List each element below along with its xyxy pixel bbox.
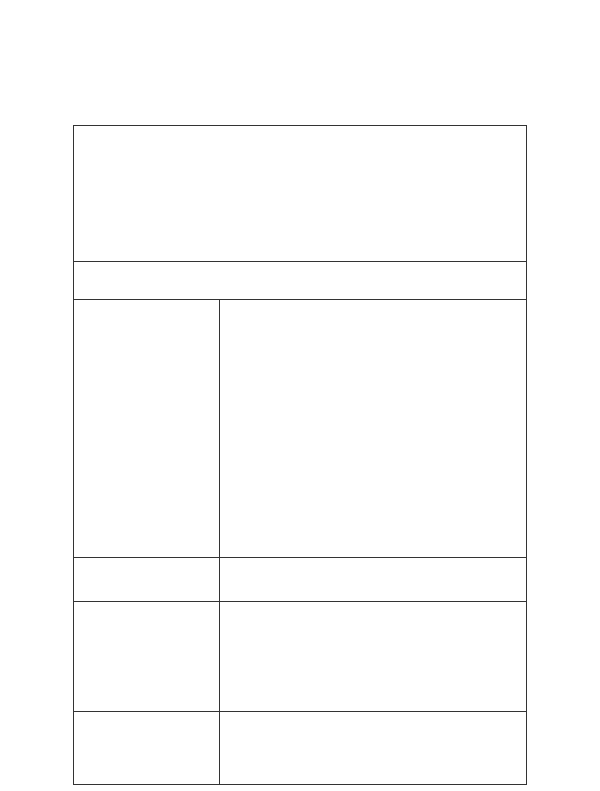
agent-label bbox=[74, 602, 220, 711]
complaint-form-table bbox=[73, 125, 527, 785]
plaintiff-org-label bbox=[74, 428, 220, 601]
plaintiff-org-fields bbox=[220, 428, 526, 601]
plaintiff-org-row bbox=[74, 428, 526, 602]
service-fields bbox=[220, 712, 526, 784]
agent-row bbox=[74, 602, 526, 712]
service-address-label bbox=[74, 712, 220, 784]
section-title-party-info bbox=[74, 262, 526, 300]
agent-fields bbox=[220, 602, 526, 711]
service-address-row bbox=[74, 712, 526, 784]
instructions-section bbox=[74, 126, 526, 262]
